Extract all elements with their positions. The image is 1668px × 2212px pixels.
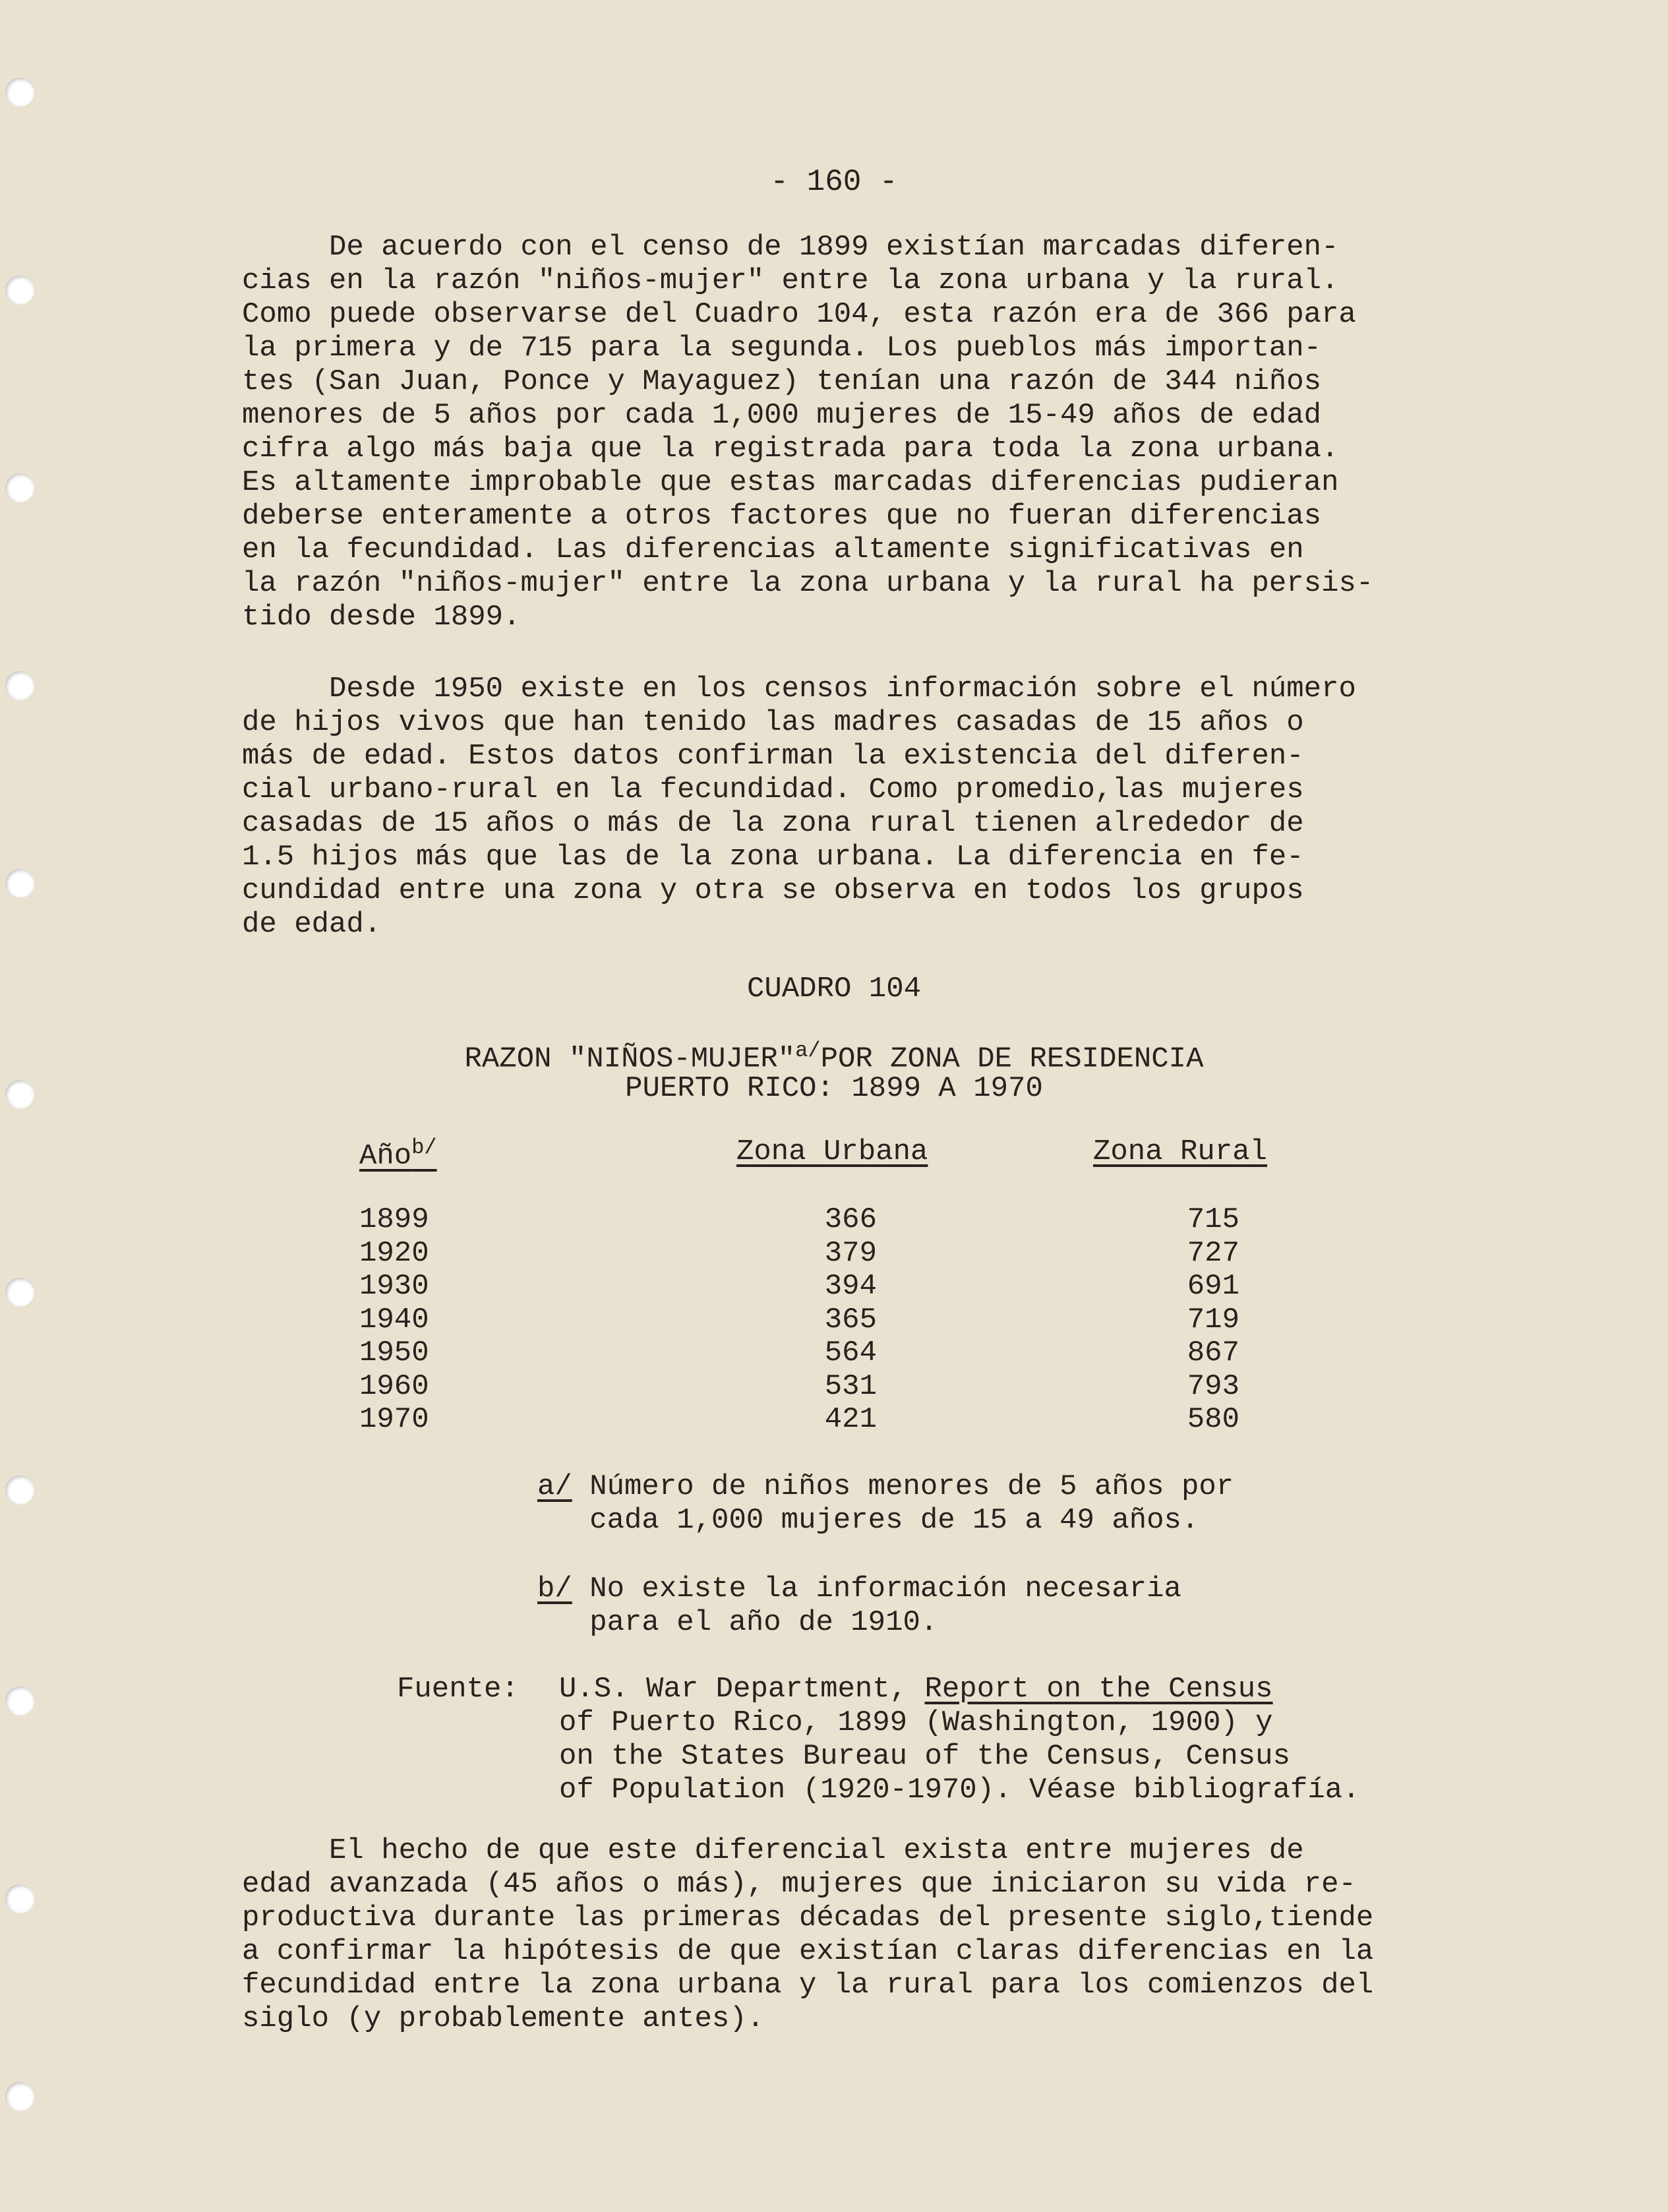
table-row [0, 1203, 1668, 1237]
urban-cell: 531 [824, 1369, 877, 1403]
year-cell: 1970 [359, 1403, 429, 1436]
year-cell: 1940 [359, 1303, 429, 1336]
table-row [0, 1336, 1668, 1370]
year-cell: 1950 [359, 1336, 429, 1369]
urban-cell: 365 [824, 1303, 877, 1336]
paragraph-2: Desde 1950 existe en los censos información sobre el número de hijos vivos que han tenido las madres casadas de 15 años o más de edad. Estos datos confirman la existencia del diferen- cial urbano-rural en la fecundidad. Como promedio,las mujeres casadas de 15 años o más de la zona rural tienen alrededor de 1.5 hijos más que las de la zona urbana. La diferencia en fe- cundidad entre una zona y otra se observa en todos los grupos de edad. [242, 673, 1356, 941]
column-header-rural: Zona Rural [1093, 1135, 1268, 1168]
urban-cell: 379 [824, 1236, 877, 1270]
table-label: CUADRO 104 [746, 972, 922, 1005]
binder-hole [5, 78, 34, 107]
column-header-year: Año$^{b/}$ [359, 1135, 437, 1173]
binder-hole [5, 1476, 34, 1505]
column-header-urban: Zona Urbana [736, 1135, 928, 1168]
rural-cell: 715 [1187, 1203, 1239, 1236]
binder-hole [5, 2082, 34, 2111]
binder-hole [5, 276, 34, 305]
table-subtitle: PUERTO RICO: 1899 A 1970 [625, 1072, 1043, 1105]
page-number: - 160 - [770, 165, 898, 199]
source-title: Report on the Census [924, 1673, 1273, 1706]
rural-cell: 793 [1187, 1369, 1239, 1403]
paragraph-1: De acuerdo con el censo de 1899 existían marcadas diferen- cias en la razón "niños-mujer" entre la zona urbana y la rural. Como puede observarse del Cuadro 104, esta razón era de 366 para la primera y de 715 para la segunda. Los pueblos más importan- tes (San Juan, Ponce y Mayaguez) tenían una razón de 344 niños menores de 5 años por cada 1,000 mujeres de 15-49 años de edad cifra algo más baja que la registrada para toda la zona urbana. Es altamente improbable que estas marcadas diferencias pudieran deberse enteramente a otros factores que no fueran diferencias en la fecundidad. Las diferencias altamente significativas en la razón "niños-mujer" entre la zona urbana y la rural ha persis- tido desde 1899. [242, 231, 1374, 634]
table-row [0, 1370, 1668, 1404]
urban-cell: 421 [824, 1403, 877, 1436]
paragraph-3: El hecho de que este diferencial exista entre mujeres de edad avanzada (45 años o más), mujeres que iniciaron su vida re- productiva durante las primeras décadas del presente siglo,tiende a confirmar la hipótesis de que existían claras diferencias en la fecundidad entre la zona urbana y la rural para los comienzos del siglo (y probablemente antes). [242, 1834, 1374, 2035]
year-cell: 1930 [359, 1270, 429, 1303]
rural-cell: 580 [1187, 1403, 1239, 1436]
footnote-marker-b: b/ [411, 1135, 437, 1160]
binder-hole [5, 671, 34, 700]
urban-cell: 564 [824, 1336, 877, 1369]
source-body: U.S. War Department, Report on the Census of Puerto Rico, 1899 (Washington, 1900) y on the States Bureau of the Census, Census of Population (1920-1970). Véase bibliografía. [559, 1673, 1360, 1807]
table-row [0, 1403, 1668, 1437]
source-label: Fuente: [397, 1673, 519, 1706]
table-title: RAZON "NIÑOS-MUJER"$^{a/}$POR ZONA DE RESIDENCIA [464, 1038, 1204, 1076]
year-cell: 1899 [359, 1203, 429, 1236]
year-cell: 1960 [359, 1369, 429, 1403]
rural-cell: 867 [1187, 1336, 1239, 1369]
table-row [0, 1237, 1668, 1270]
binder-hole [5, 1687, 34, 1716]
urban-cell: 394 [824, 1270, 877, 1303]
year-cell: 1920 [359, 1236, 429, 1270]
footnote-b: b/ No existe la información necesaria para el año de 1910. [537, 1572, 1181, 1639]
table-row [0, 1303, 1668, 1337]
binder-hole [5, 1884, 34, 1913]
footnote-a: a/ Número de niños menores de 5 años por cada 1,000 mujeres de 15 a 49 años. [537, 1470, 1234, 1537]
urban-cell: 366 [824, 1203, 877, 1236]
rural-cell: 719 [1187, 1303, 1239, 1336]
rural-cell: 691 [1187, 1270, 1239, 1303]
rural-cell: 727 [1187, 1236, 1239, 1270]
table-row [0, 1270, 1668, 1303]
footnote-marker-a: a/ [795, 1038, 821, 1063]
binder-hole [5, 869, 34, 898]
binder-hole [5, 473, 34, 502]
